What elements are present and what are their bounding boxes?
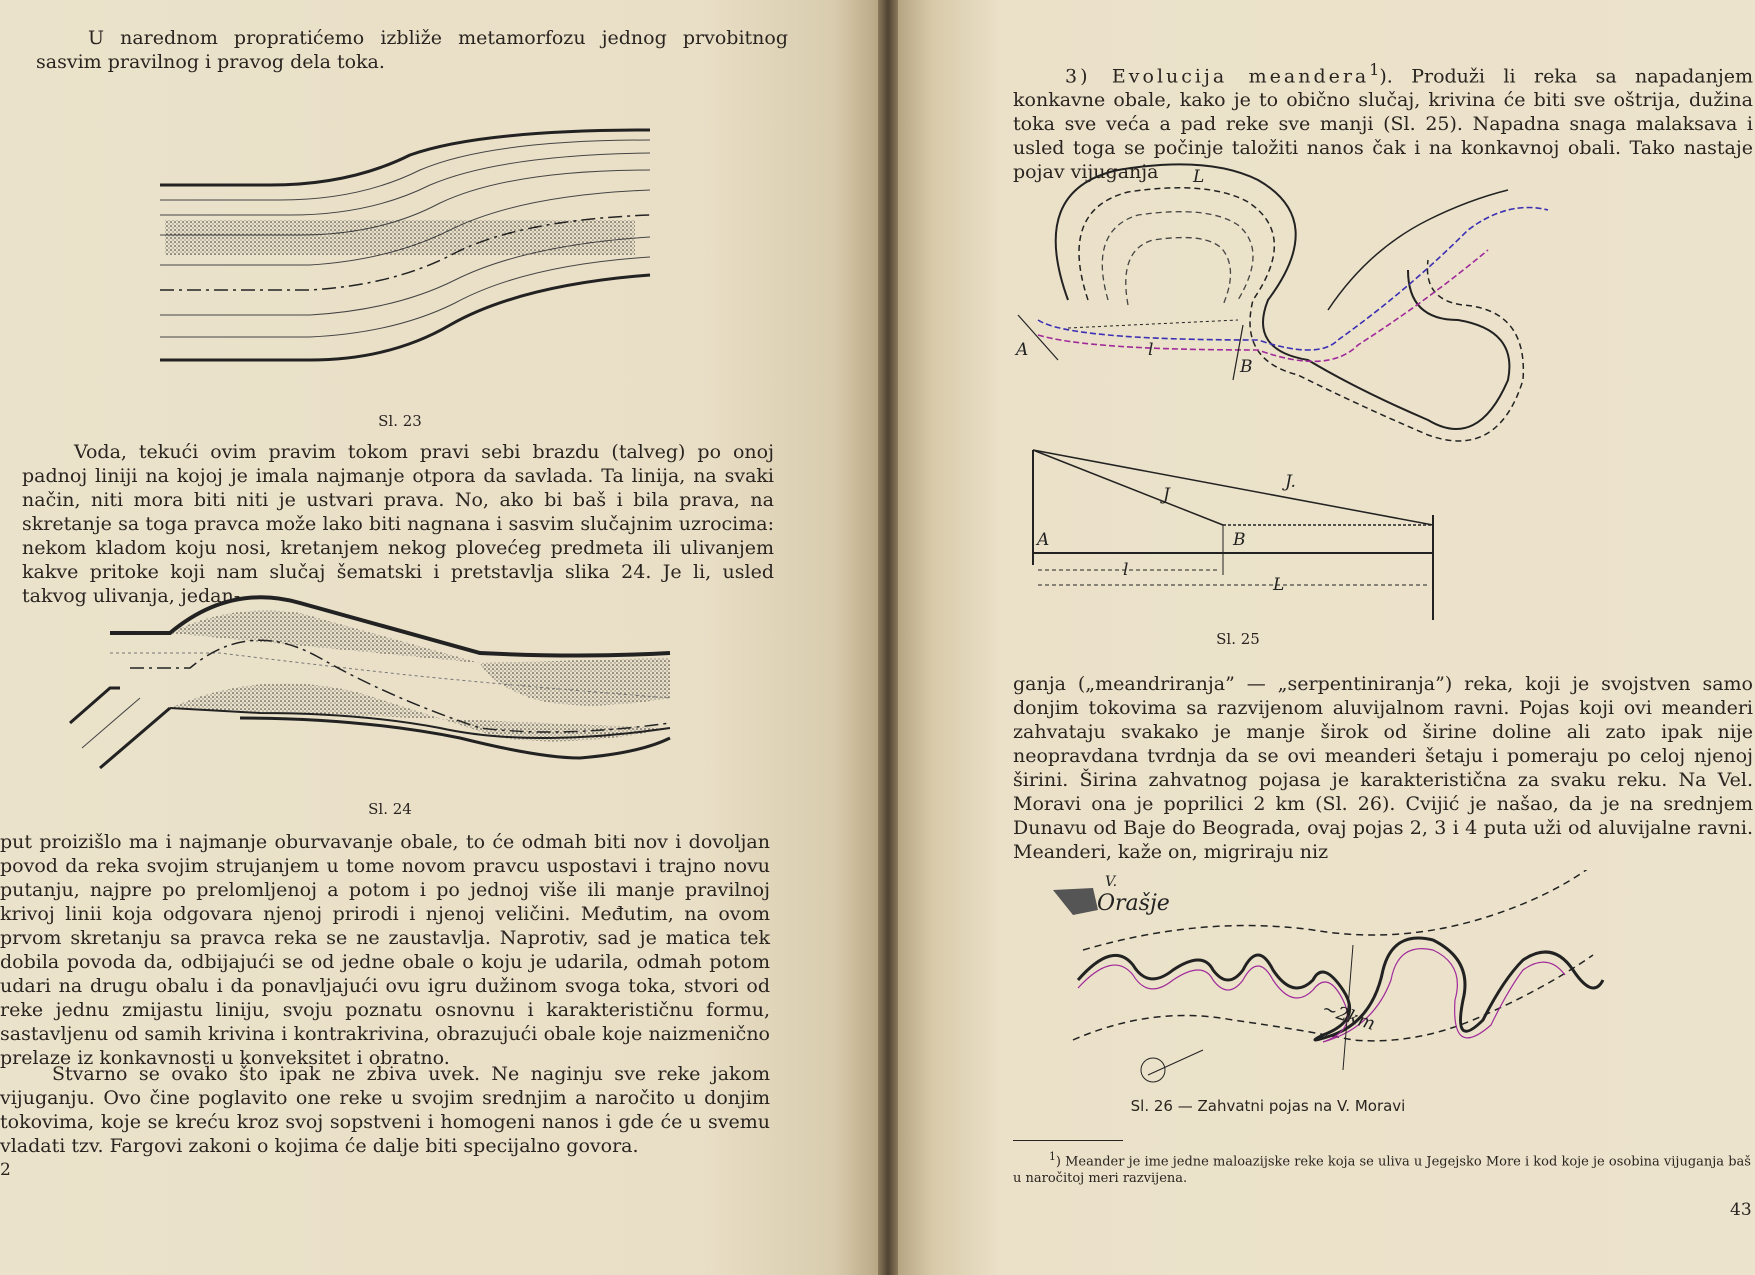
figure-24-caption: Sl. 24 xyxy=(368,800,412,818)
figure-26-caption: Sl. 26 — Zahvatni pojas na V. Moravi xyxy=(1130,1097,1406,1115)
figure-23 xyxy=(150,125,660,370)
fig25-profile-l: l xyxy=(1123,560,1129,580)
footnote-mark: 1 xyxy=(1049,1150,1056,1163)
left-paragraph-2-text: Voda, tekući ovim pravim tokom pravi sebi brazdu (talveg) po onoj padnoj liniji na kojoj je imala najmanje otpora da savlada. Ta linija, na svaki način, niti mora biti niti je ustvari prava. No, ako bi baš i bila prava, na skretanje sa toga pravca može lako biti nagnana i sasvim slučajnim uzrocima: nekom kladom koju nosi, kretanjem nekog plovećeg predmeta ili ulivanjem kakve pritoke koji nam slučaj šematski i pretstavlja slika 24. Je li, usled takvog ulivanja, jedan- xyxy=(22,441,774,607)
figure-23-river-drawing xyxy=(150,125,660,370)
left-paragraph-3 xyxy=(0,830,770,1070)
left-paragraph-1-text: U narednom propratićemo izbliže metamorfozu jednog prvobitnog sasvim pravilnog i pravog dela toka. xyxy=(36,27,788,73)
right-paragraph-2-text: ganja („meandriranja” — „serpentiniranja”) reka, koji je svojstven samo donjim tokovima sa razvijenom aluvijalnom ravni. Pojas koji ovi meanderi zahvataju svakako je manje širok od širine doline ali zato ipak nije neopravdana tvrdnja da se ovi meanderi šetaju i pomeraju po celoj njenoj širini. Širina zahvatnog pojasa je karakteristična za svaku reku. Na Vel. Moravi ona je poprilici 2 km (Sl. 26). Cvijić je našao, da je na srednjem Dunavu od Baje do Beograda, ovaj pojas 2, 3 i 4 puta uži od aluvijalne ravni. Meanderi, kaže on, migriraju niz xyxy=(1013,673,1753,863)
fig26-place-name: Orašje xyxy=(1097,891,1170,916)
fig25-profile-b: B xyxy=(1233,530,1246,550)
figure-25-gradient-profile xyxy=(1023,445,1453,620)
fig26-distance-label: ~2km xyxy=(1319,998,1378,1035)
right-paragraph-2 xyxy=(1013,672,1753,864)
left-paragraph-4 xyxy=(0,1062,770,1158)
figure-24-tributary-drawing xyxy=(60,588,680,778)
figure-25-caption: Sl. 25 xyxy=(1216,630,1260,648)
left-page-number: 2 xyxy=(0,1160,11,1180)
footnote-text: ) Meander je ime jedne maloazijske reke koja se uliva u Jegejsko More i kod koje je osobina vijuganja baš u naročitoj meri razvijena. xyxy=(1013,1154,1751,1187)
right-paragraph-1-text: ). Produži li reka sa napadanjem konkavne obale, kako je to obično slučaj, krivina će biti sve oštrija, dužina toka sve veća a pad reke sve manji (Sl. 25). Napadna snaga malaksava i usled toga se počinje taložiti nanos čak i na konkavnoj obali. Tako nastaje pojav vijuganja xyxy=(1013,65,1753,184)
fig25-long-length: L xyxy=(1193,167,1205,187)
fig25-profile-a: A xyxy=(1037,530,1050,550)
fig26-place-prefix: V. xyxy=(1105,874,1118,890)
figure-25-profile-drawing xyxy=(1023,445,1453,620)
section-heading: 3) Evolucija meandera xyxy=(1065,65,1370,88)
fig25-profile-j-upper: J. xyxy=(1285,472,1296,492)
right-page xyxy=(898,0,1755,1275)
right-page-number: 43 xyxy=(1730,1200,1752,1220)
figure-24 xyxy=(60,588,680,778)
left-paragraph-2 xyxy=(22,440,774,608)
left-paragraph-1 xyxy=(36,26,788,74)
fig25-profile-j: J xyxy=(1163,485,1170,505)
figure-26-morava-map xyxy=(1053,870,1613,1090)
book-gutter xyxy=(878,0,898,1275)
figure-25-meander-drawing xyxy=(1008,150,1568,480)
heading-footnote-mark: 1 xyxy=(1369,60,1380,79)
left-paragraph-4-text: Stvarno se ovako što ipak ne zbiva uvek. Ne naginju sve reke jakom vijuganju. Ovo čine poglavito one reke u svojim srednjim a naročito u donjim tokovima, koje se kreću kroz svoj sopstveni i homogeni nanos i gde će u svemu vladati tzv. Fargovi zakoni o kojima će dalje biti specijalno govora. xyxy=(0,1063,770,1157)
fig25-point-b: B xyxy=(1240,357,1253,377)
fig25-profile-L: L xyxy=(1273,575,1285,595)
footnote-divider xyxy=(1013,1140,1123,1141)
fig25-short-length: l xyxy=(1148,340,1154,360)
fig25-point-a: A xyxy=(1016,340,1029,360)
figure-23-caption: Sl. 23 xyxy=(378,412,422,430)
left-paragraph-3-text: put proizišlo ma i najmanje oburvavanje obale, to će odmah biti nov i dovoljan povod da reka svojim strujanjem u tome novom pravcu uspostavi i trajno novu putanju, najpre po prelomljenoj a potom i po jednoj više ili manje pravilnoj krivoj linii koja odgovara njenoj prirodi i njenoj veličini. Međutim, na ovom prvom skretanju sa pravca reka se ne zaustavlja. Naprotiv, sad je matica tek dobila povoda da, odbijajući se od jedne obale o koju je udarila, odmah potom udari na drugu obalu i da ponavljajući ovu igru dužinom svoga toka, stvori od reke jednu zmijastu liniju, svoju poznatu osnovnu i karakterističnu formu, sastavljenu od samih krivina i kontrakrivina, obrazujući obale koje naizmenično prelaze iz konkavnosti u konveksitet i obratno. xyxy=(0,831,770,1069)
figure-25-meander-plan xyxy=(1008,150,1568,480)
figure-26-map-drawing xyxy=(1053,870,1613,1090)
footnote xyxy=(1013,1148,1753,1187)
